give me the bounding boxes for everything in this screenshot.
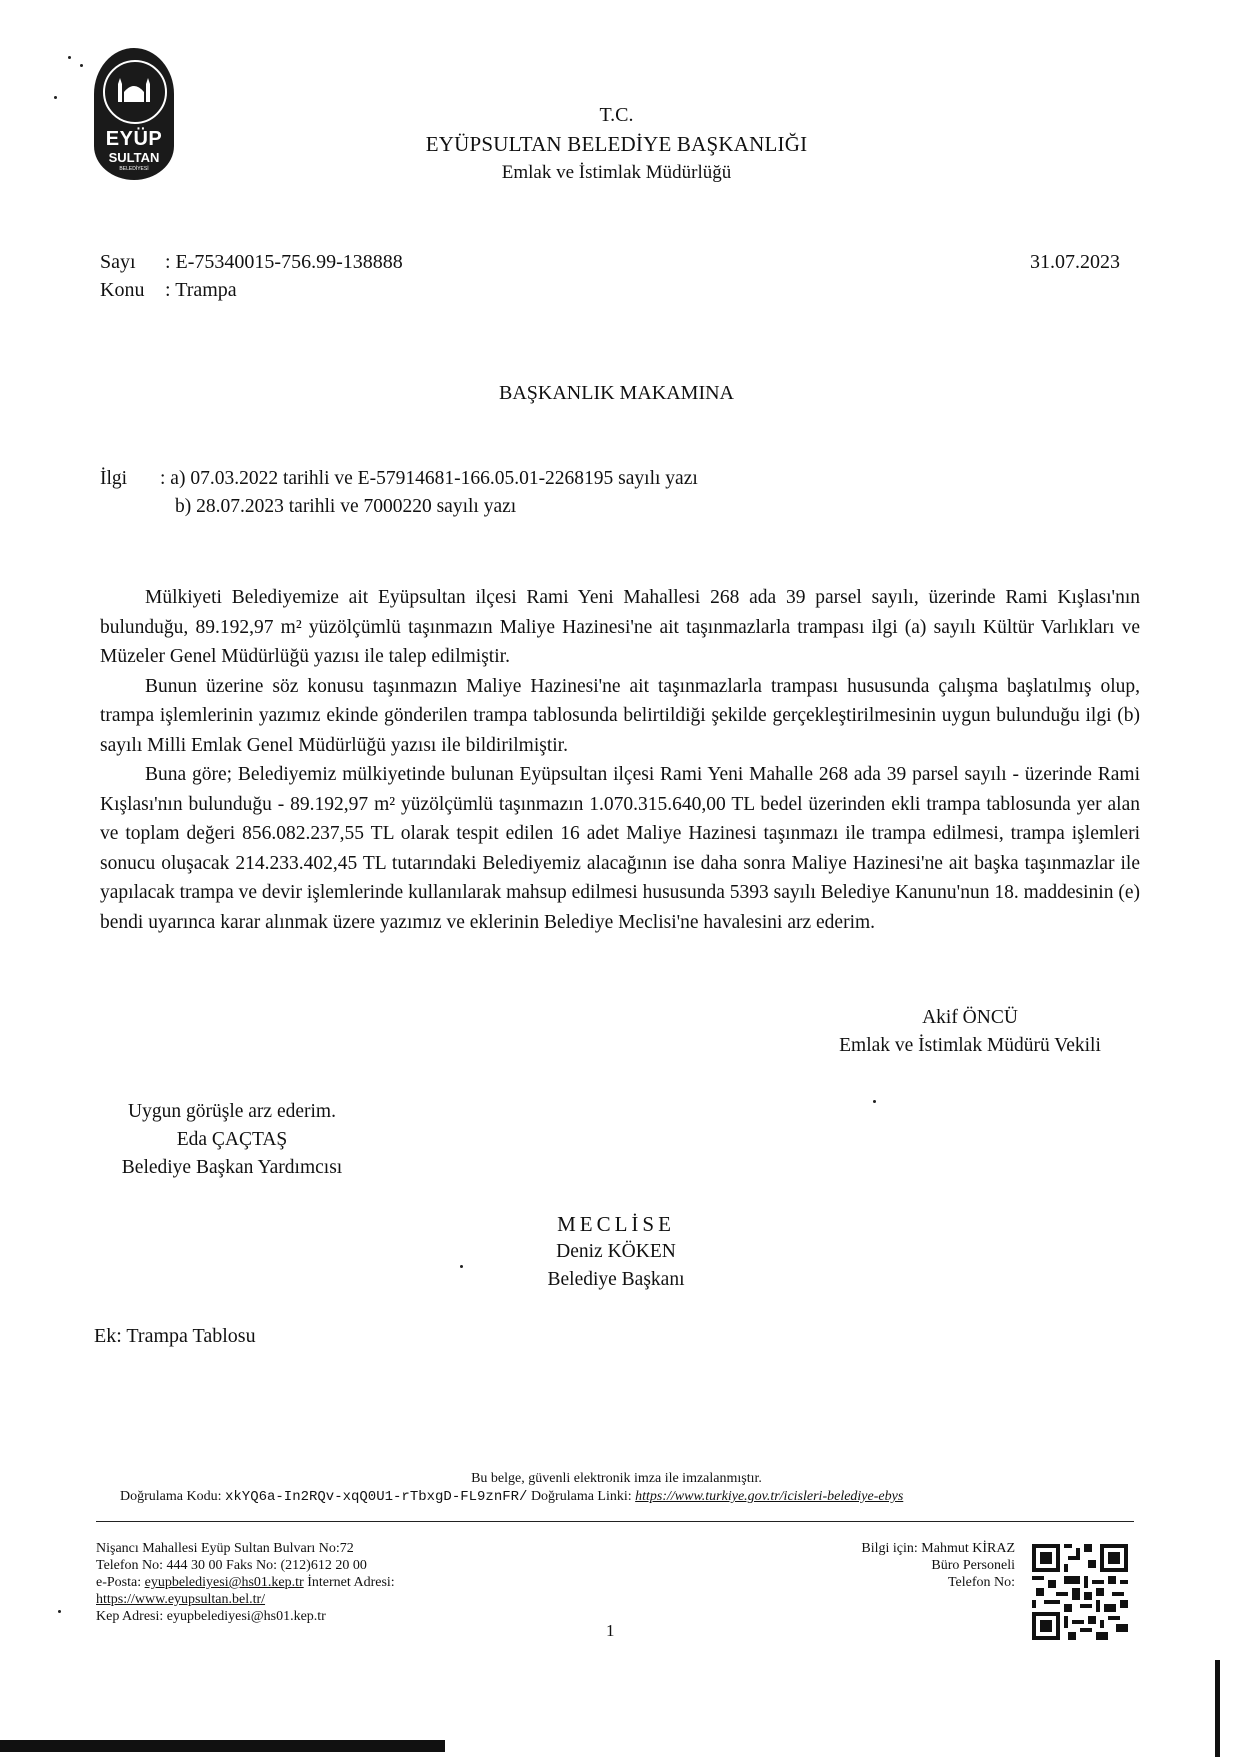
signer-name: Akif ÖNCÜ [922, 1007, 1018, 1028]
verification-row [120, 1488, 1130, 1506]
verification-code-label: Doğrulama Kodu: [120, 1489, 222, 1504]
document-date: 31.07.2023 [1030, 251, 1120, 273]
approval-block [92, 1098, 372, 1182]
speck [873, 1100, 876, 1103]
body-paragraph-3: Buna göre; Belediyemiz mülkiyetinde bulunan Eyüpsultan ilçesi Rami Yeni Mahalle 268 ada 39 parsel sayılı - üzerinde Rami Kışlası'nın bulunduğu - 89.192,97 m² yüzölçümlü taşınmazın 1.070.315.640,00 TL bedel üzerinden ekli trampa tablosunda yer alan ve toplam değeri 856.082.237,55 TL olarak tespit edilen 16 adet Maliye Hazinesi taşınmazı ile trampa edilmesi, trampa işlemleri sonucu oluşacak 214.233.402,45 TL tutarındaki Belediyemiz alacağının ise daha sonra Maliye Hazinesi'ne ait başka taşınmazlar ile yapılacak trampa ve devir işlemlerinde kullanılarak mahsup edilmesi hususunda 5393 sayılı Belediye Kanunu'nun 18. maddesinin (e) bendi uyarınca karar alınmak üzere yazımız ve eklerinin Belediye Meclisi'ne havalesini arz ederim. [100, 764, 1140, 933]
page-number: 1 [606, 1621, 615, 1640]
signer-title: Emlak ve İstimlak Müdürü Vekili [839, 1035, 1101, 1056]
ilgi-b: b) 28.07.2023 tarihli ve 7000220 sayılı yazı [175, 496, 517, 517]
logo-line-3: BELEDİYESİ [119, 166, 149, 172]
footer-address: Nişancı Mahallesi Eyüp Sultan Bulvarı No:72 [96, 1541, 354, 1556]
esign-notice: Bu belge, güvenli elektronik imza ile imzalanmıştır. [471, 1471, 762, 1486]
sayi-value: : E-75340015-756.99-138888 [165, 251, 403, 273]
mayor-name: Deniz KÖKEN [556, 1241, 676, 1262]
speck [58, 1610, 61, 1613]
speck [54, 96, 57, 99]
speck [460, 1265, 463, 1268]
info-contact: Bilgi için: Mahmut KİRAZ [861, 1541, 1015, 1556]
info-role: Büro Personeli [931, 1558, 1015, 1573]
ilgi-a: : a) 07.03.2022 tarihli ve E-57914681-166.05.01-2268195 sayılı yazı [160, 468, 698, 489]
header-country: T.C. [599, 104, 634, 126]
scan-edge-vertical [1215, 1660, 1220, 1757]
qr-code [1032, 1544, 1128, 1640]
footer-web-label: İnternet Adresi: [307, 1575, 395, 1590]
verification-code: xkYQ6a-In2RQv-xqQ0U1-rTbxgD-FL9znFR/ [224, 1489, 528, 1505]
speck [80, 64, 83, 67]
footer-email-label: e-Posta: [96, 1575, 142, 1590]
addressee: BAŞKANLIK MAKAMINA [499, 382, 734, 404]
verification-link-label: Doğrulama Linki: [530, 1489, 632, 1504]
speck [68, 56, 71, 59]
header-institution: EYÜPSULTAN BELEDİYE BAŞKANLIĞI [425, 132, 808, 156]
logo-line-1: EYÜP [105, 128, 163, 150]
signer-block [800, 1004, 1140, 1060]
footer-kep: Kep Adresi: eyupbelediyesi@hs01.kep.tr [96, 1609, 326, 1624]
verification-link[interactable]: https://www.turkiye.gov.tr/icisleri-belediye-ebys [635, 1489, 904, 1504]
body-paragraph-2: Bunun üzerine söz konusu taşınmazın Maliye Hazinesi'ne ait taşınmazlarla trampası hususunda çalışma başlatılmış olup, trampa işlemlerinin yazımız ekinde gönderilen trampa tablosunda belirtildiği şekilde gerçekleştirilmesinin uygun bulunduğu ilgi (b) sayılı Milli Emlak Genel Müdürlüğü yazısı ile bildirilmiştir. [100, 675, 1140, 756]
header-department: Emlak ve İstimlak Müdürlüğü [501, 162, 732, 183]
approval-text: Uygun görüşle arz ederim. [128, 1101, 336, 1122]
approval-name: Eda ÇAÇTAŞ [176, 1129, 288, 1150]
sayi-label: Sayı [100, 251, 136, 273]
ilgi-a-row [100, 468, 698, 490]
konu-label: Konu [100, 279, 145, 301]
footer-divider [96, 1521, 1134, 1522]
scan-edge-bar [0, 1740, 445, 1752]
footer-phone: Telefon No: 444 30 00 Faks No: (212)612 20 00 [96, 1558, 367, 1573]
approval-title: Belediye Başkan Yardımcısı [121, 1157, 343, 1178]
mosque-icon [114, 74, 154, 104]
footer-web[interactable]: https://www.eyupsultan.bel.tr/ [96, 1592, 266, 1607]
letter-body [100, 583, 1140, 937]
ilgi-label: İlgi [100, 468, 128, 489]
sayi-row [100, 251, 403, 274]
footer-email[interactable]: eyupbelediyesi@hs01.kep.tr [144, 1575, 304, 1590]
konu-row [100, 279, 237, 302]
attachment-note: Ek: Trampa Tablosu [94, 1325, 256, 1347]
mayor-block [466, 1210, 766, 1294]
logo-line-2: SULTAN [108, 150, 160, 165]
footer-info [790, 1540, 1015, 1591]
footer-email-row [96, 1574, 526, 1591]
footer-contact [96, 1540, 526, 1625]
body-paragraph-1: Mülkiyeti Belediyemize ait Eyüpsultan ilçesi Rami Yeni Mahallesi 268 ada 39 parsel sayılı, üzerinde Rami Kışlası'nın bulunduğu, 89.192,97 m² yüzölçümlü taşınmazın Maliye Hazinesi'ne ait taşınmazlarla trampası ilgi (a) sayılı Kültür Varlıkları ve Müzeler Genel Müdürlüğü yazısı ile talep edilmiştir. [100, 587, 1140, 667]
mayor-referral: MECLİSE [557, 1212, 675, 1236]
konu-value: : Trampa [165, 279, 237, 301]
mayor-title: Belediye Başkanı [547, 1269, 685, 1290]
info-phone: Telefon No: [947, 1575, 1015, 1590]
